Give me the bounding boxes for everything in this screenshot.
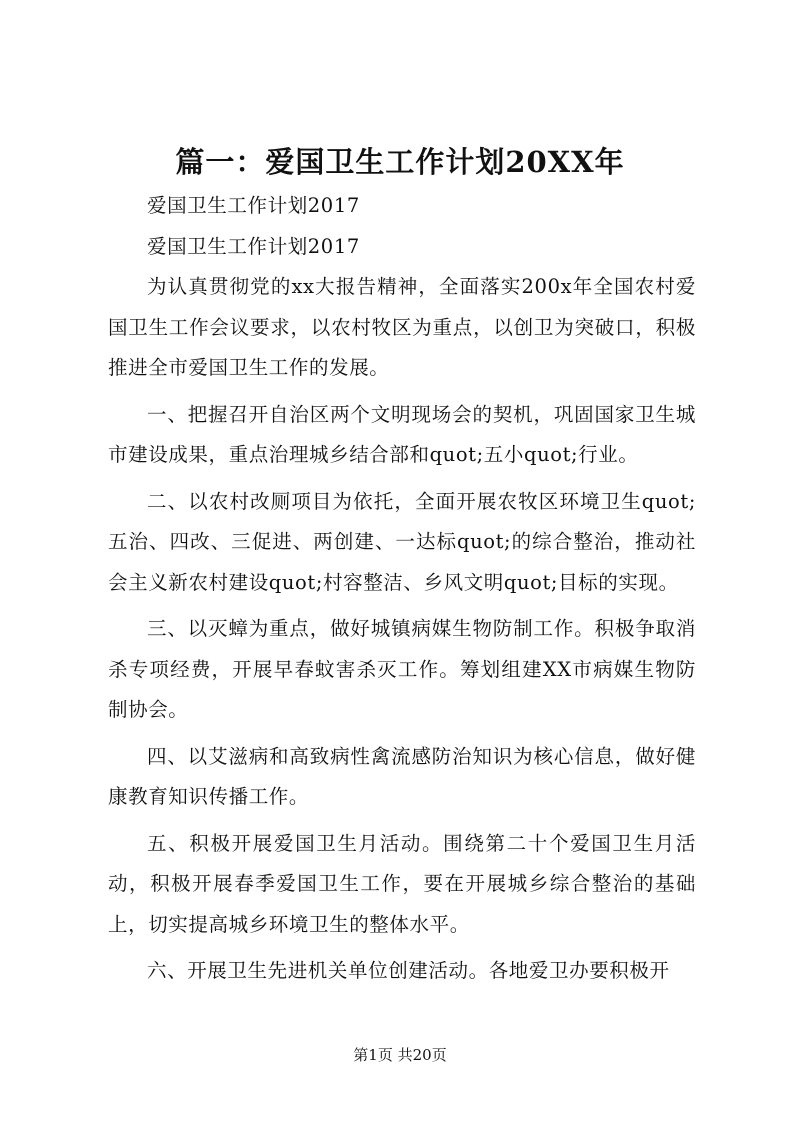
paragraph-item-5: 五、积极开展爱国卫生月活动。围绕第二十个爱国卫生月活动，积极开展春季爱国卫生工作，要在开展城乡综合整治的基础上，切实提高城乡环境卫生的整体水平。 xyxy=(108,831,696,936)
paragraph-item-3: 三、以灭蟑为重点，做好城镇病媒生物防制工作。积极争取消杀专项经费，开展早春蚊害杀灭工作。筹划组建XX市病媒生物防制协会。 xyxy=(108,617,696,721)
paragraph-intro: 为认真贯彻党的xx大报告精神，全面落实200x年全国农村爱国卫生工作会议要求，以农村牧区为重点，以创卫为突破口，积极推进全市爱国卫生工作的发展。 xyxy=(108,275,696,379)
paragraph-item-4: 四、以艾滋病和高致病性禽流感防治知识为核心信息，做好健康教育知识传播工作。 xyxy=(108,744,696,808)
paragraph-item-1: 一、把握召开自治区两个文明现场会的契机，巩固国家卫生城市建设成果，重点治理城乡结合部和quot;五小quot;行业。 xyxy=(108,402,696,466)
paragraph-subtitle-2: 爱国卫生工作计划2017 xyxy=(147,234,360,258)
paragraph-item-6: 六、开展卫生先进机关单位创建活动。各地爱卫办要积极开 xyxy=(147,959,670,982)
paragraph-item-2: 二、以农村改厕项目为依托，全面开展农牧区环境卫生quot;五治、四改、三促进、两创建、一达标quot;的综合整治，推动社会主义新农村建设quot;村容整洁、乡风文明quot;目标的实现。 xyxy=(108,489,696,594)
document-title: 篇一：爱国卫生工作计划20XX年 xyxy=(175,145,625,179)
document-body xyxy=(108,186,696,992)
page-footer: 第1页 共20页 xyxy=(353,1046,447,1064)
paragraph-subtitle-1: 爱国卫生工作计划2017 xyxy=(147,194,360,217)
